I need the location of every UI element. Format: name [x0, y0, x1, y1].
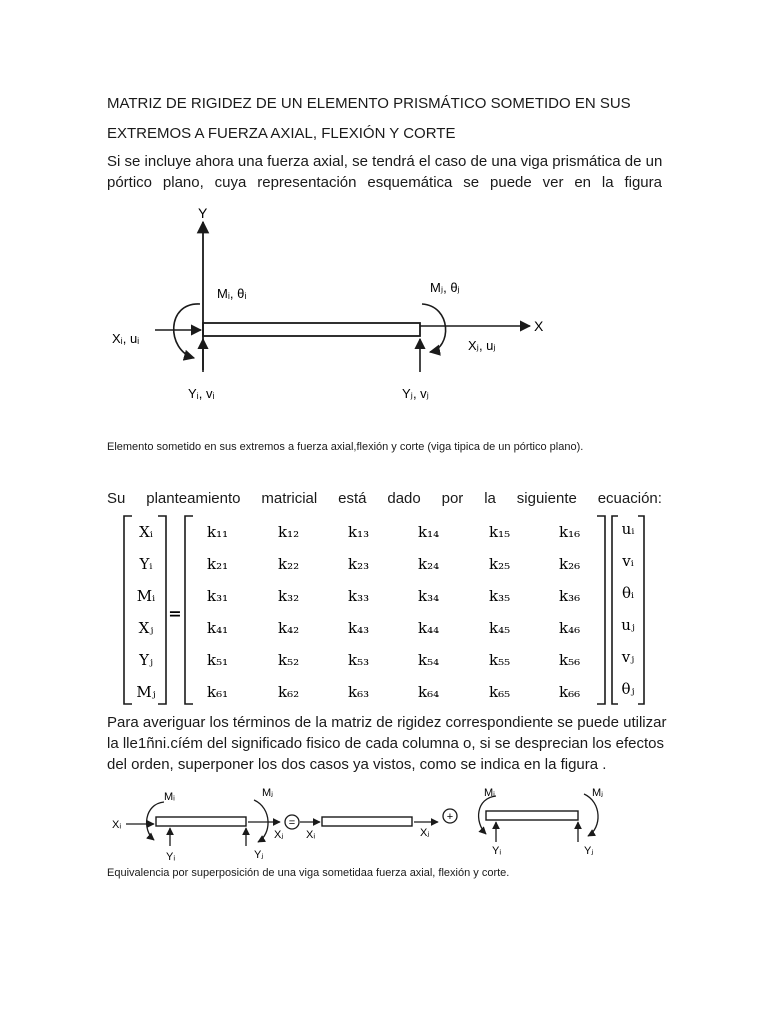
k-entry: k₄₄: [418, 619, 440, 637]
k-entry: k₅₆: [559, 651, 581, 669]
k-entry: k₂₅: [489, 555, 511, 573]
equation-intro-word: matricial: [261, 490, 318, 507]
k-entry: k₁₄: [418, 523, 440, 541]
k-matrix-right-bracket: [597, 516, 605, 704]
figure-1-caption: Elemento sometido en sus extremos a fuerza axial,flexión y corte (viga tipica de un pórtico plano).: [107, 441, 584, 453]
equals-sign: =: [168, 604, 182, 623]
k-entry: k₁₃: [348, 523, 370, 541]
k-matrix-left-bracket: [185, 516, 193, 704]
yi-label-case-3: Yᵢ: [492, 845, 502, 857]
k-entry: k₁₁: [207, 523, 229, 541]
k-entry: k₂₄: [418, 555, 440, 573]
mi-moment-arrow-case-1: [147, 802, 164, 840]
k-entry: k₃₂: [278, 587, 300, 605]
yj-label-case-3: Yⱼ: [584, 845, 594, 857]
k-entry: k₆₄: [418, 683, 440, 701]
document-title-line-1: MATRIZ DE RIGIDEZ DE UN ELEMENTO PRISMÁTICO SOMETIDO EN SUS: [107, 95, 631, 112]
xi-label-case-2: Xᵢ: [306, 829, 316, 841]
k-entry: k₃₆: [559, 587, 581, 605]
k-entry: k₁₂: [278, 523, 300, 541]
axis-x-label: X: [534, 318, 544, 334]
k-entry: k₆₁: [207, 683, 229, 701]
intro-line-2: pórtico plano, cuya representación esquemática se puede ver en la figura: [107, 174, 662, 191]
k-entry: k₄₅: [489, 619, 511, 637]
axis-y-label: Y: [198, 205, 208, 221]
k-entry: k₃₁: [207, 587, 229, 605]
displacement-vector-entry: uᵢ: [621, 520, 635, 538]
k-entry: k₁₅: [489, 523, 511, 541]
k-entry: k₆₂: [278, 683, 300, 701]
k-entry: k₃₅: [489, 587, 511, 605]
beam-case-2: [322, 817, 412, 826]
beam-case-3: [486, 811, 578, 820]
mj-moment-arrow-case-3: [584, 794, 598, 836]
mi-label-case-3: Mᵢ: [484, 787, 495, 799]
stiffness-matrix-equation: [110, 512, 650, 708]
mj-label: Mⱼ, θⱼ: [430, 280, 460, 295]
xj-label-case-2: Xⱼ: [420, 827, 430, 839]
k-entry: k₂₂: [278, 555, 300, 573]
paragraph-2-line-1: Para averiguar los términos de la matriz de rigidez correspondiente se puede utilizar: [107, 714, 667, 731]
yj-label-case-1: Yⱼ: [254, 849, 264, 861]
mj-label-case-1: Mⱼ: [262, 787, 274, 799]
paragraph-2-line-3: del orden, superponer los dos casos ya vistos, como se indica en la figura .: [107, 756, 607, 773]
k-entry: k₅₅: [489, 651, 511, 669]
k-entry: k₄₁: [207, 619, 229, 637]
equals-symbol: =: [288, 817, 296, 829]
equation-intro-word: está: [338, 490, 367, 507]
yi-label: Yᵢ, vᵢ: [188, 386, 215, 401]
mi-label: Mᵢ, θᵢ: [217, 286, 247, 301]
mj-label-case-3: Mⱼ: [592, 787, 604, 799]
xj-label-case-1: Xⱼ: [274, 829, 284, 841]
equation-intro-word: dado: [387, 490, 421, 507]
equation-intro-word: por: [441, 490, 464, 507]
displacement-vector-entry: vᵢ: [622, 552, 634, 570]
figure-2-caption: Equivalencia por superposición de una viga sometidaa fuerza axial, flexión y corte.: [107, 867, 510, 879]
displacement-vector-entry: uⱼ: [621, 616, 635, 634]
force-vector-right-bracket: [158, 516, 166, 704]
k-entry: k₆₅: [489, 683, 511, 701]
k-entry: k₅₁: [207, 651, 229, 669]
displacement-vector-entry: θⱼ: [621, 680, 635, 698]
k-entry: k₂₃: [348, 555, 370, 573]
k-entry: k₃₄: [418, 587, 440, 605]
mj-moment-arrow: [422, 304, 446, 352]
equation-intro-word: la: [484, 490, 496, 507]
k-entry: k₅₄: [418, 651, 440, 669]
force-vector-left-bracket: [124, 516, 132, 704]
beam-diagram: [100, 200, 560, 410]
k-entry: k₆₆: [559, 683, 581, 701]
yi-label-case-1: Yᵢ: [166, 851, 176, 863]
k-entry: k₄₃: [348, 619, 370, 637]
xj-label: Xⱼ, uⱼ: [468, 338, 496, 353]
force-vector-entry: Mᵢ: [136, 587, 156, 605]
equation-intro-word: ecuación:: [597, 490, 662, 507]
superposition-diagram: [108, 782, 628, 864]
k-entry: k₂₆: [559, 555, 581, 573]
force-vector-entry: Xⱼ: [138, 619, 154, 637]
k-entry: k₃₃: [348, 587, 370, 605]
xi-label: Xᵢ, uᵢ: [112, 331, 140, 346]
force-vector-entry: Yᵢ: [139, 555, 153, 573]
k-entry: k₅₃: [348, 651, 370, 669]
disp-vector-right-bracket: [638, 516, 644, 704]
xi-label-case-1: Xᵢ: [112, 819, 122, 831]
k-entry: k₂₁: [207, 555, 229, 573]
mi-label-case-1: Mᵢ: [164, 791, 175, 803]
yj-label: Yⱼ, vⱼ: [402, 386, 429, 401]
displacement-vector-entry: vⱼ: [621, 648, 635, 666]
mj-moment-arrow-case-1: [254, 800, 268, 842]
paragraph-2-line-2: la lle1ñni.cíém del significado fisico de cada columna o, si se desprecian los efectos: [107, 735, 664, 752]
intro-line-1: Si se incluye ahora una fuerza axial, se tendrá el caso de una viga prismática de un: [107, 153, 663, 170]
document-title-line-2: EXTREMOS A FUERZA AXIAL, FLEXIÓN Y CORTE: [107, 125, 456, 142]
force-vector-entry: Mⱼ: [136, 683, 156, 701]
mi-moment-arrow: [174, 304, 200, 358]
beam-case-1: [156, 817, 246, 826]
equation-intro: [107, 488, 662, 509]
displacement-vector-entry: θᵢ: [621, 584, 635, 602]
k-entry: k₄₆: [559, 619, 581, 637]
equation-intro-word: planteamiento: [146, 490, 241, 507]
k-entry: k₄₂: [278, 619, 300, 637]
k-entry: k₁₆: [559, 523, 581, 541]
plus-symbol: +: [446, 811, 454, 823]
equation-intro-word: siguiente: [516, 490, 577, 507]
beam: [203, 323, 420, 336]
mi-moment-arrow-case-3: [479, 796, 496, 834]
equation-intro-word: Su: [107, 490, 126, 507]
force-vector-entry: Yⱼ: [139, 651, 153, 669]
force-vector-entry: Xᵢ: [139, 523, 153, 541]
k-entry: k₆₃: [348, 683, 370, 701]
disp-vector-left-bracket: [612, 516, 618, 704]
k-entry: k₅₂: [278, 651, 300, 669]
